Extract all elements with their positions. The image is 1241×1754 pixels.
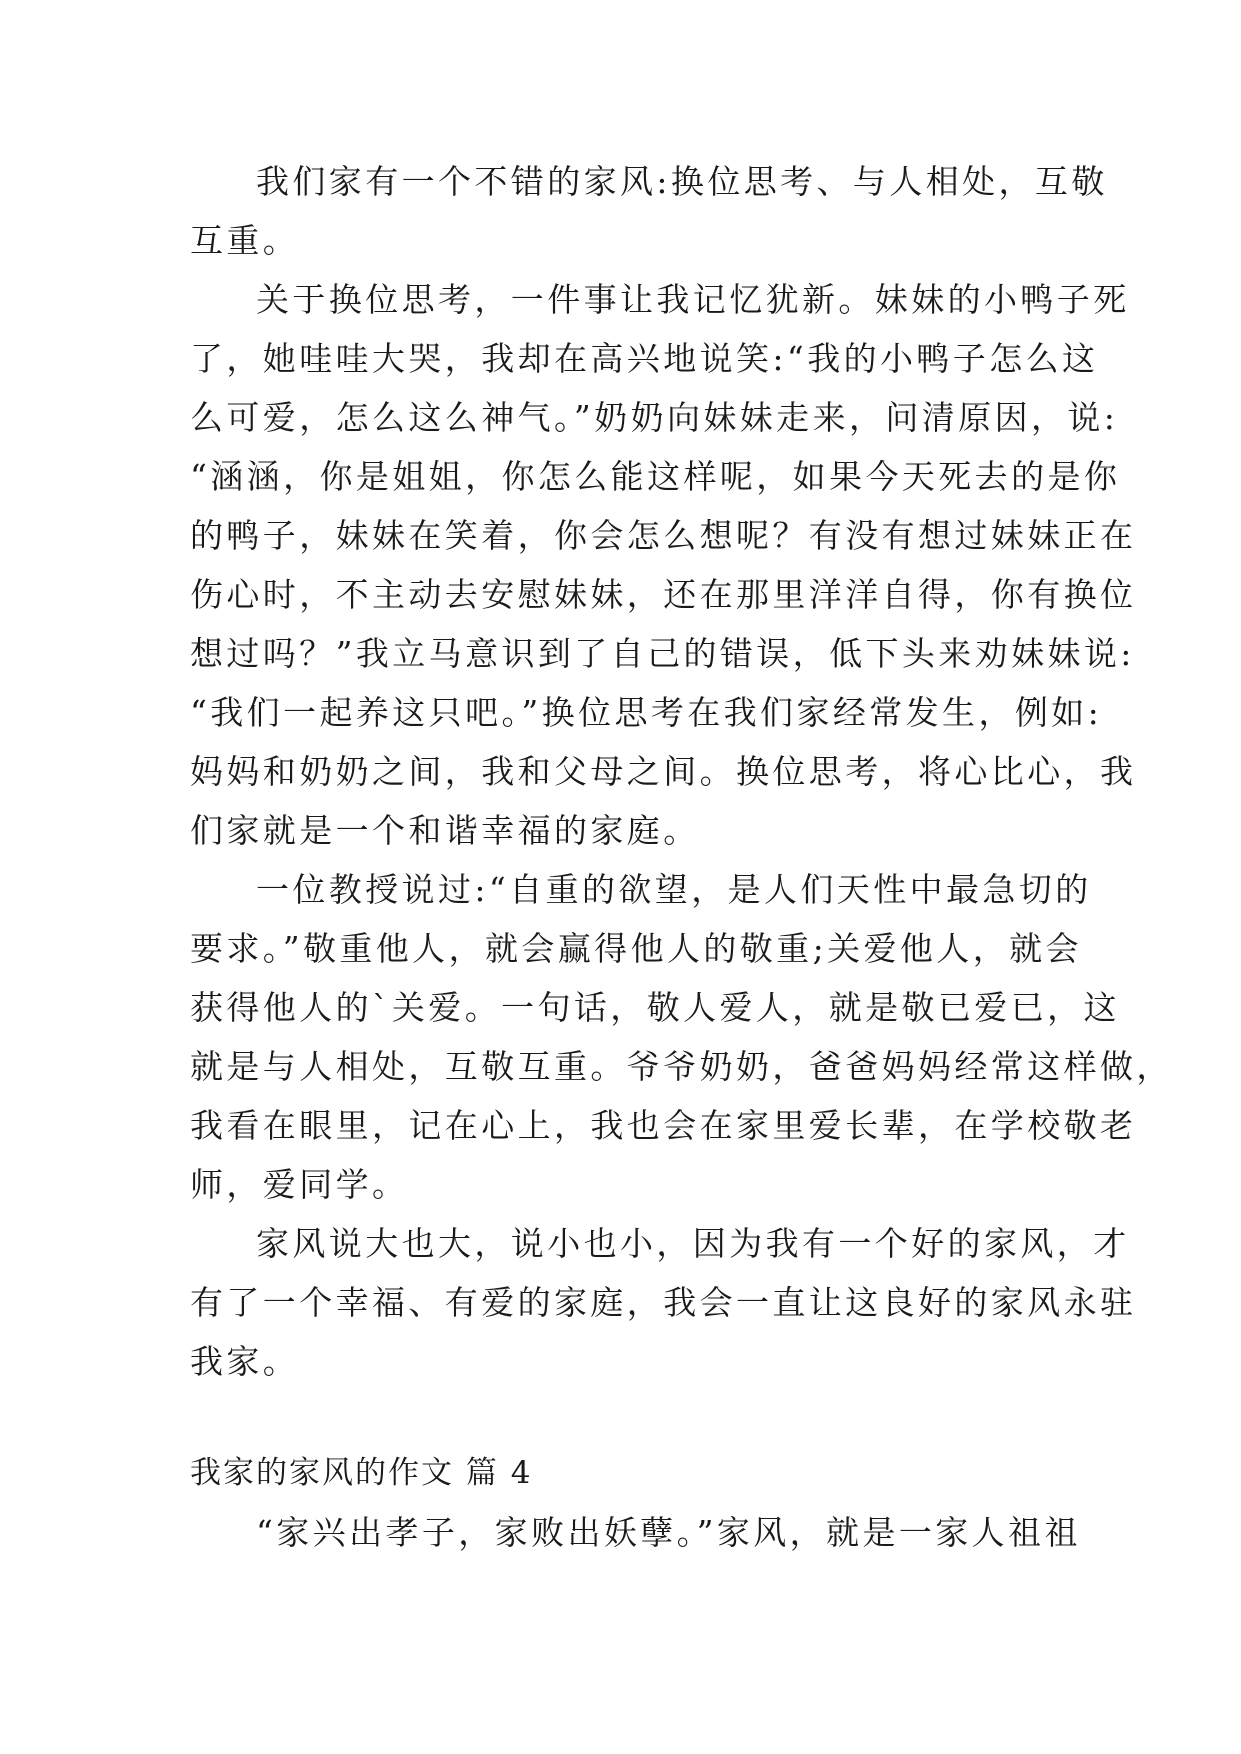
paragraph-line: 我家。 (190, 1342, 300, 1381)
paragraph-line: 关于换位思考，一件事让我记忆犹新。妹妹的小鸭子死 (256, 280, 1130, 319)
paragraph-line: 的鸭子，妹妹在笑着，你会怎么想呢？有没有想过妹妹正在 (190, 516, 1137, 555)
paragraph-line: 伤心时，不主动去安慰妹妹，还在那里洋洋自得，你有换位 (190, 575, 1137, 614)
paragraph-line: 有了一个幸福、有爱的家庭，我会一直让这良好的家风永驻 (190, 1283, 1137, 1322)
paragraph-3 (190, 860, 1173, 1214)
paragraph-line: 获得他人的`关爱。一句话，敬人爱人，就是敬已爱已，这 (190, 988, 1120, 1027)
paragraph-line: 想过吗？”我立马意识到了自己的错误，低下头来劝妹妹说: (190, 634, 1135, 673)
section-heading: 我家的家风的作文 篇 4 (190, 1455, 533, 1491)
paragraph-4 (190, 1214, 1137, 1391)
paragraph-line: 家风说大也大，说小也小，因为我有一个好的家风，才 (256, 1224, 1130, 1263)
paragraph-2 (190, 270, 1137, 860)
document-page (190, 152, 1173, 1562)
paragraph-line: 要求。”敬重他人，就会赢得他人的敬重;关爱他人，就会 (190, 929, 1082, 968)
section-first-line: “家兴出孝子，家败出妖孽。”家风，就是一家人祖祖 (256, 1513, 1081, 1552)
paragraph-line: 一位教授说过:“自重的欲望，是人们天性中最急切的 (256, 870, 1092, 909)
paragraph-line: 们家就是一个和谐幸福的家庭。 (190, 811, 700, 850)
paragraph-line: “我们一起养这只吧。”换位思考在我们家经常发生，例如: (190, 693, 1103, 732)
paragraph-line: 么可爱，怎么这么神气。”奶奶向妹妹走来，问清原因，说: (190, 398, 1119, 437)
paragraph-line: “涵涵，你是姐姐，你怎么能这样呢，如果今天死去的是你 (190, 457, 1121, 496)
paragraph-line: 就是与人相处，互敬互重。爷爷奶奶，爸爸妈妈经常这样做， (190, 1047, 1173, 1086)
paragraph-line: 我看在眼里，记在心上，我也会在家里爱长辈，在学校敬老 (190, 1106, 1137, 1145)
paragraph-line: 我们家有一个不错的家风:换位思考、与人相处，互敬 (256, 162, 1108, 201)
paragraph-line: 了，她哇哇大哭，我却在高兴地说笑:“我的小鸭子怎么这 (190, 339, 1099, 378)
paragraph-line: 师，爱同学。 (190, 1165, 409, 1204)
paragraph-line: 互重。 (190, 221, 300, 260)
paragraph-1 (190, 152, 1108, 270)
paragraph-line: 妈妈和奶奶之间，我和父母之间。换位思考，将心比心，我 (190, 752, 1137, 791)
